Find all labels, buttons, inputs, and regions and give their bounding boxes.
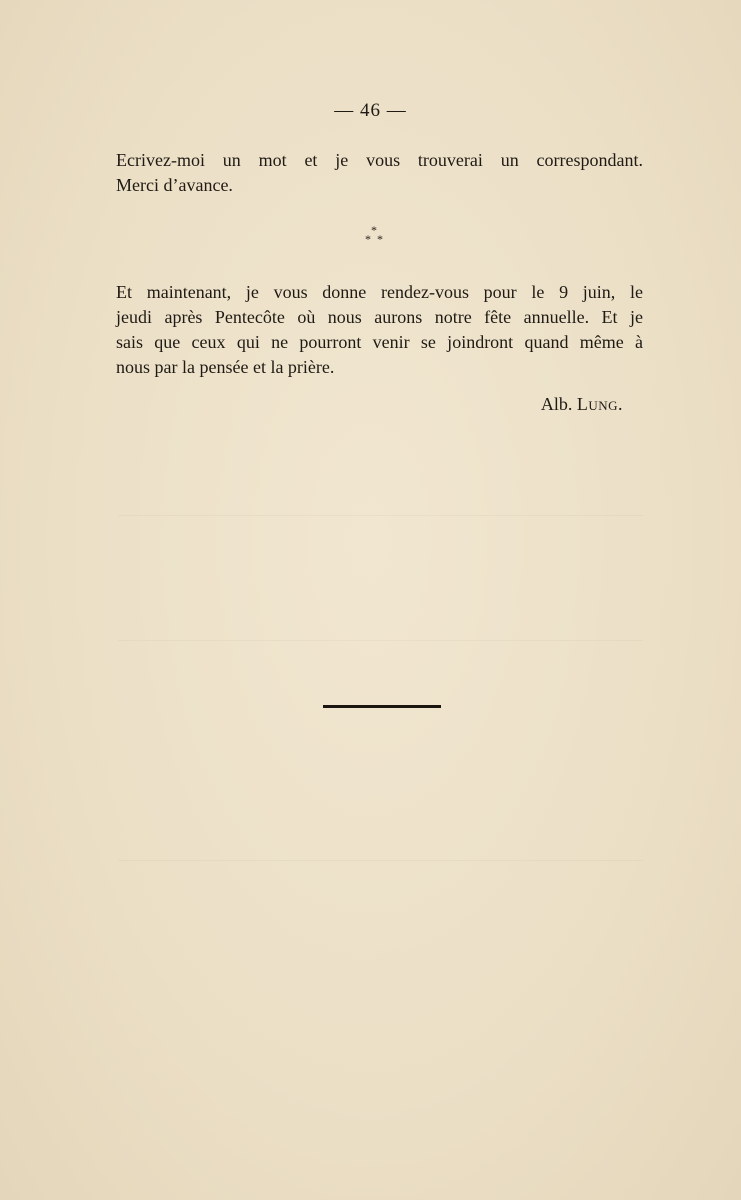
asterism-star: *	[365, 232, 371, 246]
closing-rule	[323, 705, 441, 708]
asterism-star: *	[371, 223, 377, 237]
text-line: sais que ceux qui ne pourront venir se joindront quand même à	[116, 332, 643, 352]
text-line: jeudi après Pentecôte où nous aurons notre fête annuelle. Et je	[116, 307, 643, 327]
text-line: Ecrivez-moi un mot et je vous trouverai un correspondant.	[116, 150, 643, 170]
paragraph-2	[116, 280, 643, 380]
bleed-through	[118, 640, 643, 641]
signature-first: Alb.	[540, 394, 573, 414]
signature-last: Lung.	[576, 394, 623, 414]
bleed-through	[118, 860, 643, 861]
asterism-separator	[362, 224, 392, 254]
signature	[541, 392, 623, 417]
text-line: Merci d’avance.	[116, 175, 233, 195]
asterism-star: *	[377, 232, 383, 246]
paragraph-1	[116, 148, 643, 198]
text-line: nous par la pensée et la prière.	[116, 357, 335, 377]
text-line: Et maintenant, je vous donne rendez-vous pour le 9 juin, le	[116, 282, 643, 302]
page-number: — 46 —	[334, 100, 407, 121]
bleed-through	[118, 515, 643, 516]
